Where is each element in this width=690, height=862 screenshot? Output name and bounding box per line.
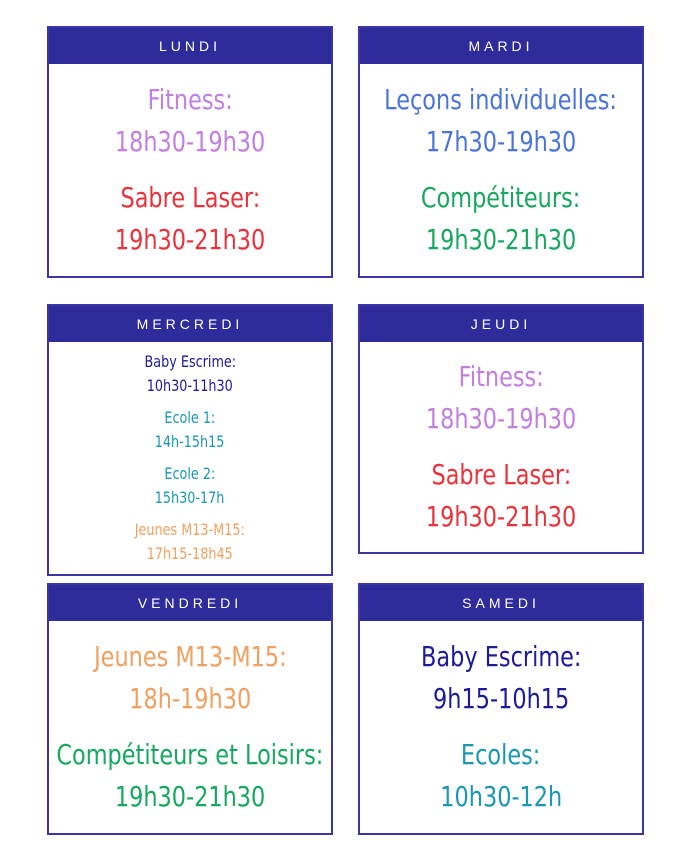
schedule-list xyxy=(49,64,331,276)
session-label: Compétiteurs: xyxy=(421,181,581,214)
session-label: Jeunes M13-M15: xyxy=(134,520,246,539)
session-competiteurs xyxy=(401,177,600,261)
session-sabre-laser xyxy=(407,454,595,538)
session-label: Baby Escrime: xyxy=(144,352,236,371)
session-time: 9h15-10h15 xyxy=(432,682,570,715)
day-card-jeudi xyxy=(358,304,644,554)
session-label: Sabre Laser: xyxy=(431,458,571,491)
day-header: LUNDI xyxy=(49,28,331,64)
session-time: 18h30-19h30 xyxy=(114,125,266,158)
schedule-list xyxy=(49,621,331,833)
schedule-list xyxy=(360,621,642,833)
schedule-list xyxy=(360,342,642,552)
session-ecole-2 xyxy=(146,462,233,510)
session-time: 18h30-19h30 xyxy=(425,402,577,435)
session-label: Fitness: xyxy=(458,360,544,393)
session-competiteurs-loisirs xyxy=(23,734,357,818)
session-time: 19h30-21h30 xyxy=(425,223,577,256)
schedule-list xyxy=(360,64,642,276)
day-header: JEUDI xyxy=(360,306,642,342)
day-header: MERCREDI xyxy=(49,306,331,342)
session-jeunes xyxy=(70,636,311,720)
session-label: Jeunes M13-M15: xyxy=(93,640,287,673)
day-card-samedi xyxy=(358,583,644,835)
session-label: Ecoles: xyxy=(461,738,541,771)
session-fitness xyxy=(407,356,595,440)
session-label: Sabre Laser: xyxy=(120,181,260,214)
session-time: 14h-15h15 xyxy=(155,432,225,451)
session-time: 18h-19h30 xyxy=(128,682,251,715)
session-label: Baby Escrime: xyxy=(420,640,582,673)
day-card-vendredi xyxy=(47,583,333,835)
session-label: Leçons individuelles: xyxy=(384,83,618,116)
session-time: 19h30-21h30 xyxy=(114,780,266,813)
day-card-mardi xyxy=(358,26,644,278)
session-time: 19h30-21h30 xyxy=(114,223,266,256)
session-label: Ecole 2: xyxy=(164,464,216,483)
day-header: SAMEDI xyxy=(360,585,642,621)
session-baby-escrime xyxy=(401,636,602,720)
session-time: 15h30-17h xyxy=(155,488,225,507)
day-card-mercredi xyxy=(47,304,333,576)
session-time: 19h30-21h30 xyxy=(425,500,577,533)
session-fitness xyxy=(96,79,284,163)
day-card-lundi xyxy=(47,26,333,278)
day-header: VENDREDI xyxy=(49,585,331,621)
schedule-list xyxy=(49,342,331,574)
day-header: MARDI xyxy=(360,28,642,64)
session-ecoles xyxy=(425,734,577,818)
session-label: Fitness: xyxy=(147,83,233,116)
session-jeunes xyxy=(121,518,259,566)
session-time: 10h30-12h xyxy=(439,780,562,813)
session-sabre-laser xyxy=(96,177,284,261)
session-time: 17h30-19h30 xyxy=(425,125,577,158)
session-time: 10h30-11h30 xyxy=(146,376,233,395)
session-lecons-individuelles xyxy=(355,79,646,163)
session-label: Ecole 1: xyxy=(164,408,216,427)
session-time: 17h15-18h45 xyxy=(146,544,233,563)
session-baby-escrime xyxy=(133,350,248,398)
session-ecole-1 xyxy=(146,406,233,454)
session-label: Compétiteurs et Loisirs: xyxy=(56,738,324,771)
